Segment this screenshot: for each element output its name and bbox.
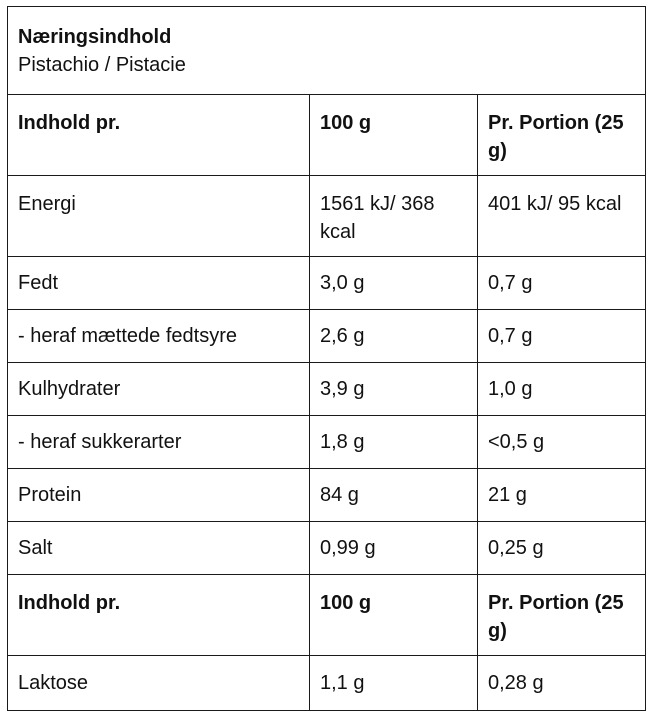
column-header: Pr. Portion (25 g)	[478, 95, 646, 176]
row-label: - heraf mættede fedtsyre	[8, 310, 310, 363]
row-value-portion: 0,25 g	[478, 522, 646, 575]
row-value-100g: 2,6 g	[310, 310, 478, 363]
table-row	[8, 363, 646, 416]
row-value-100g: 1,1 g	[310, 656, 478, 711]
column-header: Indhold pr.	[8, 575, 310, 656]
row-label: Laktose	[8, 656, 310, 711]
row-value-portion: 21 g	[478, 469, 646, 522]
table-row	[8, 522, 646, 575]
table-subtitle: Pistachio / Pistacie	[18, 54, 186, 76]
nutrition-table	[7, 6, 646, 711]
row-value-portion: 401 kJ/ 95 kcal	[478, 176, 646, 257]
row-value-portion: <0,5 g	[478, 416, 646, 469]
row-label: Salt	[8, 522, 310, 575]
row-value-100g: 1,8 g	[310, 416, 478, 469]
table-row	[8, 310, 646, 363]
row-value-100g: 0,99 g	[310, 522, 478, 575]
column-header-row-2	[8, 575, 646, 656]
table-row	[8, 656, 646, 711]
column-header: 100 g	[310, 95, 478, 176]
column-header: Indhold pr.	[8, 95, 310, 176]
table-title: Næringsindhold	[18, 26, 172, 48]
row-value-portion: 0,7 g	[478, 257, 646, 310]
title-row	[8, 7, 646, 95]
column-header: Pr. Portion (25 g)	[478, 575, 646, 656]
row-value-portion: 0,28 g	[478, 656, 646, 711]
row-value-100g: 3,0 g	[310, 257, 478, 310]
row-value-100g: 84 g	[310, 469, 478, 522]
row-value-portion: 1,0 g	[478, 363, 646, 416]
table-row	[8, 257, 646, 310]
row-label: Kulhydrater	[8, 363, 310, 416]
row-value-100g: 1561 kJ/ 368 kcal	[310, 176, 478, 257]
column-header: 100 g	[310, 575, 478, 656]
row-value-100g: 3,9 g	[310, 363, 478, 416]
row-label: Fedt	[8, 257, 310, 310]
title-cell	[8, 7, 646, 95]
table-row	[8, 469, 646, 522]
column-header-row	[8, 95, 646, 176]
row-label: - heraf sukkerarter	[8, 416, 310, 469]
row-value-portion: 0,7 g	[478, 310, 646, 363]
table-row	[8, 416, 646, 469]
row-label: Energi	[8, 176, 310, 257]
row-label: Protein	[8, 469, 310, 522]
table-row	[8, 176, 646, 257]
nutrition-table-container	[7, 6, 645, 711]
